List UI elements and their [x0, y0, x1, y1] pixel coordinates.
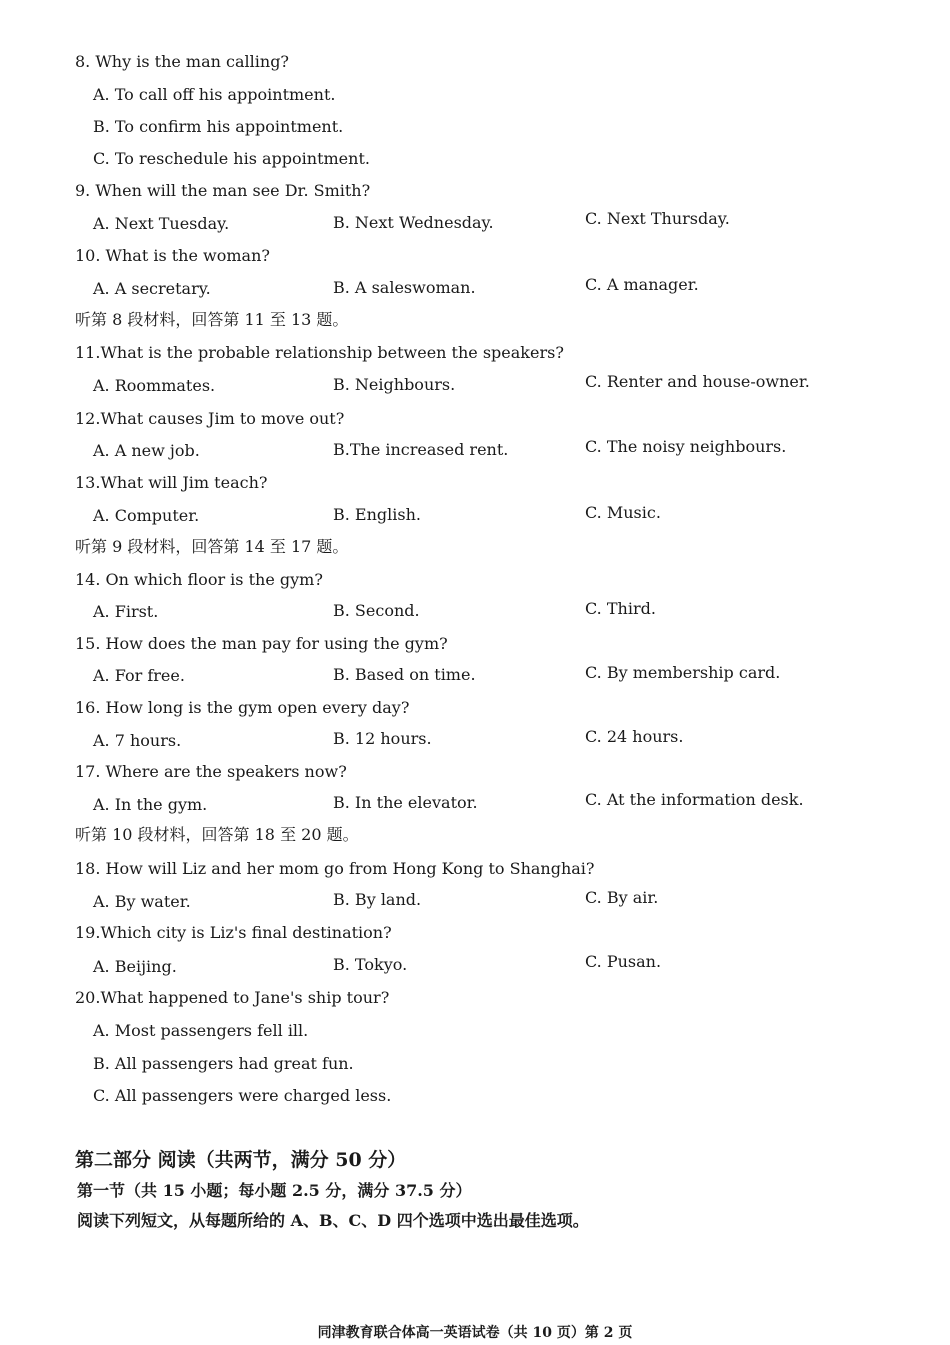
question-14-option-c: C. Third.: [585, 599, 656, 618]
question-16-option-b: B. 12 hours.: [333, 729, 432, 748]
question-12-option-a: A. A new job.: [93, 441, 200, 460]
question-18-stem: 18. How will Liz and her mom go from Hong Kong to Shanghai?: [75, 859, 595, 878]
question-10-option-a: A. A secretary.: [93, 279, 211, 298]
question-14-stem: 14. On which floor is the gym?: [75, 570, 323, 589]
question-16-option-a: A. 7 hours.: [93, 731, 182, 750]
question-10-option-b: B. A saleswoman.: [333, 278, 476, 297]
question-13-option-b: B. English.: [333, 505, 421, 524]
question-19-option-c: C. Pusan.: [585, 952, 662, 971]
question-8-option-c: C. To reschedule his appointment.: [93, 149, 370, 168]
question-9-option-b: B. Next Wednesday.: [333, 213, 494, 232]
question-9-stem: 9. When will the man see Dr. Smith?: [75, 181, 371, 200]
question-10-option-c: C. A manager.: [585, 275, 699, 294]
reading-instruction: 阅读下列短文，从每题所给的 A、B、C、D 四个选项中选出最佳选项。: [77, 1211, 589, 1230]
question-8-option-a: A. To call off his appointment.: [93, 85, 336, 104]
question-10-stem: 10. What is the woman?: [75, 246, 270, 265]
question-11-option-b: B. Neighbours.: [333, 375, 456, 394]
question-15-option-b: B. Based on time.: [333, 665, 476, 684]
question-11-option-c: C. Renter and house-owner.: [585, 372, 810, 391]
question-12-option-c: C. The noisy neighbours.: [585, 437, 787, 456]
question-15-option-a: A. For free.: [93, 666, 185, 685]
question-19-option-b: B. Tokyo.: [333, 955, 408, 974]
question-12-stem: 12.What causes Jim to move out?: [75, 409, 345, 428]
question-14-option-b: B. Second.: [333, 601, 420, 620]
question-13-option-c: C. Music.: [585, 503, 661, 522]
question-16-stem: 16. How long is the gym open every day?: [75, 698, 410, 717]
question-8-stem: 8. Why is the man calling?: [75, 52, 290, 71]
question-18-option-c: C. By air.: [585, 888, 659, 907]
question-9-option-a: A. Next Tuesday.: [93, 214, 230, 233]
listening-section-8-heading: 听第 8 段材料，回答第 11 至 13 题。: [75, 310, 349, 329]
page-footer: 同津教育联合体高一英语试卷（共 10 页）第 2 页: [317, 1325, 633, 1341]
question-20-option-b: B. All passengers had great fun.: [93, 1054, 354, 1073]
question-17-option-c: C. At the information desk.: [585, 790, 804, 809]
question-20-option-a: A. Most passengers fell ill.: [93, 1021, 309, 1040]
question-20-stem: 20.What happened to Jane's ship tour?: [75, 988, 390, 1007]
question-13-stem: 13.What will Jim teach?: [75, 473, 268, 492]
question-13-option-a: A. Computer.: [93, 506, 200, 525]
question-16-option-c: C. 24 hours.: [585, 727, 684, 746]
listening-section-9-heading: 听第 9 段材料，回答第 14 至 17 题。: [75, 537, 349, 556]
question-14-option-a: A. First.: [93, 602, 159, 621]
question-15-stem: 15. How does the man pay for using the gym?: [75, 634, 448, 653]
part-2-section-1-heading: 第一节（共 15 小题；每小题 2.5 分，满分 37.5 分）: [77, 1181, 472, 1200]
question-11-stem: 11.What is the probable relationship between the speakers?: [75, 343, 564, 362]
question-11-option-a: A. Roommates.: [93, 376, 216, 395]
question-8-option-b: B. To confirm his appointment.: [93, 117, 344, 136]
question-19-stem: 19.Which city is Liz's final destination?: [75, 923, 392, 942]
question-15-option-c: C. By membership card.: [585, 663, 781, 682]
listening-section-10-heading: 听第 10 段材料，回答第 18 至 20 题。: [75, 825, 359, 844]
part-2-heading: 第二部分 阅读（共两节，满分 50 分）: [75, 1149, 407, 1171]
question-12-option-b: B.The increased rent.: [333, 440, 509, 459]
question-20-option-c: C. All passengers were charged less.: [93, 1086, 392, 1105]
question-9-option-c: C. Next Thursday.: [585, 209, 730, 228]
question-17-option-a: A. In the gym.: [93, 795, 208, 814]
question-17-option-b: B. In the elevator.: [333, 793, 478, 812]
question-19-option-a: A. Beijing.: [93, 957, 177, 976]
question-18-option-b: B. By land.: [333, 890, 422, 909]
question-18-option-a: A. By water.: [93, 892, 191, 911]
question-17-stem: 17. Where are the speakers now?: [75, 762, 347, 781]
